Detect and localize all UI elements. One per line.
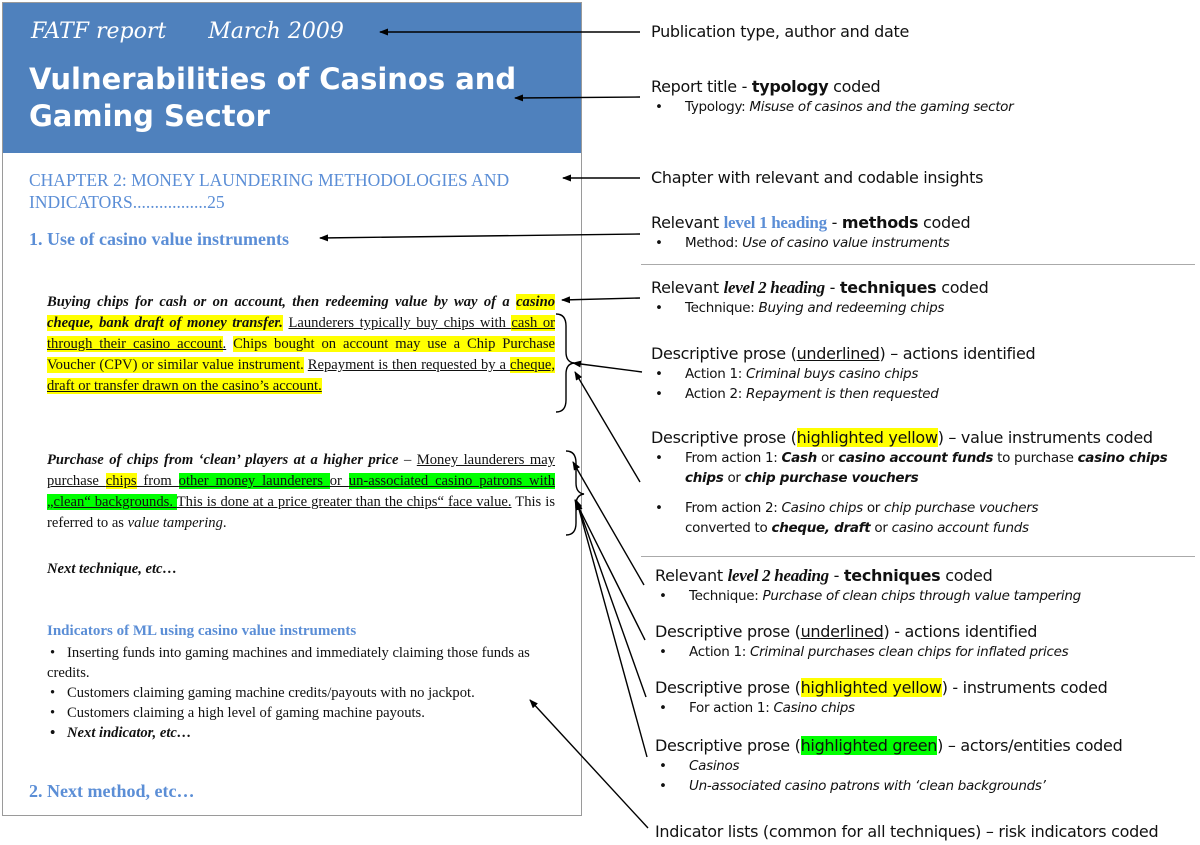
annotation-yellow-b: Descriptive prose (highlighted yellow) - instruments coded • For action 1: Casino chips [655, 678, 1108, 718]
level-2-heading-technique-2: Purchase of chips from ‘clean’ players at a higher price [47, 452, 399, 468]
annotation-bullet: • Un-associated casino patrons with ‘clean backgrounds’ [655, 776, 1122, 796]
highlight-yellow: cash or through their casino account [47, 315, 555, 352]
annotation-underlined-b: Descriptive prose (underlined) - actions identified • Action 1: Criminal purchases clean chips for inflated prices [655, 622, 1068, 662]
highlight-yellow: cheque, draft or transfer drawn on the casino’s account. [47, 357, 556, 394]
report-excerpt [2, 2, 582, 816]
highlight-green: other money launderers [178, 473, 330, 489]
annotation-bullet: • For action 1: Casino chips [655, 698, 1108, 718]
annotation-bullet: • Method: Use of casino value instruments [651, 233, 970, 253]
publication-type: FATF report [31, 19, 167, 44]
chapter-heading: CHAPTER 2: MONEY LAUNDERING METHODOLOGIES AND INDICATORS.................25 [29, 170, 510, 212]
annotation-bullet: • From action 1: Cash or casino account funds to purchase casino chips [651, 448, 1167, 468]
annotation-chapter: Chapter with relevant and codable insights [651, 168, 984, 187]
annotation-level-2-heading-a: Relevant level 2 heading - techniques coded • Technique: Buying and redeeming chips [651, 278, 988, 318]
section-divider [641, 556, 1195, 557]
indicator-item: • Next indicator, etc… [47, 723, 557, 743]
annotation-indicators: Indicator lists (common for all techniques) – risk indicators coded [655, 822, 1159, 841]
annotation-publication: Publication type, author and date [651, 22, 909, 41]
report-title: Vulnerabilities of Casinos and Gaming Sector [29, 62, 517, 133]
annotation-level-1-heading: Relevant level 1 heading - methods coded • Method: Use of casino value instruments [651, 213, 970, 253]
annotation-green: Descriptive prose (highlighted green) – actors/entities coded • Casinos • Un-associated casino patrons with ‘clean backgrounds’ [655, 736, 1122, 796]
indicator-item: • Inserting funds into gaming machines and immediately claiming those funds as credits. [47, 643, 557, 683]
annotation-bullet: • Casinos [655, 756, 1122, 776]
underlined-action-text: Money launderers may purchase [47, 452, 556, 489]
level-2-heading-technique-1: Buying chips for cash or on account, then redeeming value by way of a casino cheque, bank draft of money transfer. [47, 294, 555, 331]
publication-line [31, 19, 344, 44]
publication-date: March 2009 [208, 19, 344, 44]
annotation-report-title: Report title - typology coded • Typology: Misuse of casinos and the gaming sector [651, 77, 1013, 117]
annotation-bullet: • From action 2: Casino chips or chip purchase vouchers converted to cheque, draft or casino account funds [651, 498, 1038, 538]
annotation-bullet: • Action 1: Criminal purchases clean chips for inflated prices [655, 642, 1068, 662]
annotation-yellow-a: Descriptive prose (highlighted yellow) – value instruments coded • From action 1: Cash or casino account funds to purchase casino chips [651, 428, 1167, 468]
underlined-action-text: Repayment is then requested by a [307, 357, 511, 373]
annotation-bullet: • Technique: Purchase of clean chips through value tampering [655, 586, 1081, 606]
level-1-heading-method: 1. Use of casino value instruments [29, 229, 289, 249]
indicators-heading: Indicators of ML using casino value instruments [47, 623, 357, 639]
section-divider [641, 264, 1195, 265]
highlight-yellow: casino cheque, bank draft of money transfer. [47, 294, 555, 331]
annotation-bullet: • Action 1: Criminal buys casino chips [651, 364, 1035, 384]
next-technique-placeholder: Next technique, etc… [47, 561, 178, 577]
annotation-bullet: • Typology: Misuse of casinos and the gaming sector [651, 97, 1013, 117]
annotation-bullet-continuation: chips or chip purchase vouchers [685, 470, 919, 486]
technique-1-paragraph: Buying chips for cash or on account, then redeeming value by way of a casino cheque, bank draft of money transfer. Launderers typically buy chips with cash or through their casino account. Chips bought on account may use a Chip Purchase Voucher (CPV) or similar value instrument. Repayment is then requested by a cheque, draft or transfer drawn on the casino’s account. [47, 294, 556, 394]
technique-2-paragraph: Purchase of chips from ‘clean’ players at a higher price – Money launderers may purchase chips from other money launderers or un-associated casino patrons with „clean“ backgrounds. This is done at a price greater than the chips“ face value. This is referred to as value tampering. [47, 452, 556, 531]
annotation-bullet: • Action 2: Repayment is then requested [651, 384, 1035, 404]
annotation-underlined-a: Descriptive prose (underlined) – actions identified • Action 1: Criminal buys casino chips • Action 2: Repayment is then requested [651, 344, 1035, 404]
annotation-level-2-heading-b: Relevant level 2 heading - techniques coded • Technique: Purchase of clean chips through value tampering [655, 566, 1081, 606]
highlight-green: un-associated casino patrons with „clean“ backgrounds. [47, 473, 555, 510]
level-1-heading-next-method: 2. Next method, etc… [29, 781, 195, 801]
highlight-yellow: chips [105, 473, 137, 489]
highlight-yellow: Chips bought on account may use a Chip Purchase Voucher (CPV) or similar value instrument. [47, 336, 555, 373]
indicator-list [47, 643, 557, 743]
indicator-item: • Customers claiming a high level of gaming machine payouts. [47, 703, 557, 723]
underlined-action-text: Launderers typically buy chips with [288, 315, 512, 331]
report-cover-header [3, 3, 581, 153]
annotation-yellow-a-action-2 [651, 498, 1038, 538]
annotation-bullet: • Technique: Buying and redeeming chips [651, 298, 988, 318]
indicator-item: • Customers claiming gaming machine credits/payouts with no jackpot. [47, 683, 557, 703]
